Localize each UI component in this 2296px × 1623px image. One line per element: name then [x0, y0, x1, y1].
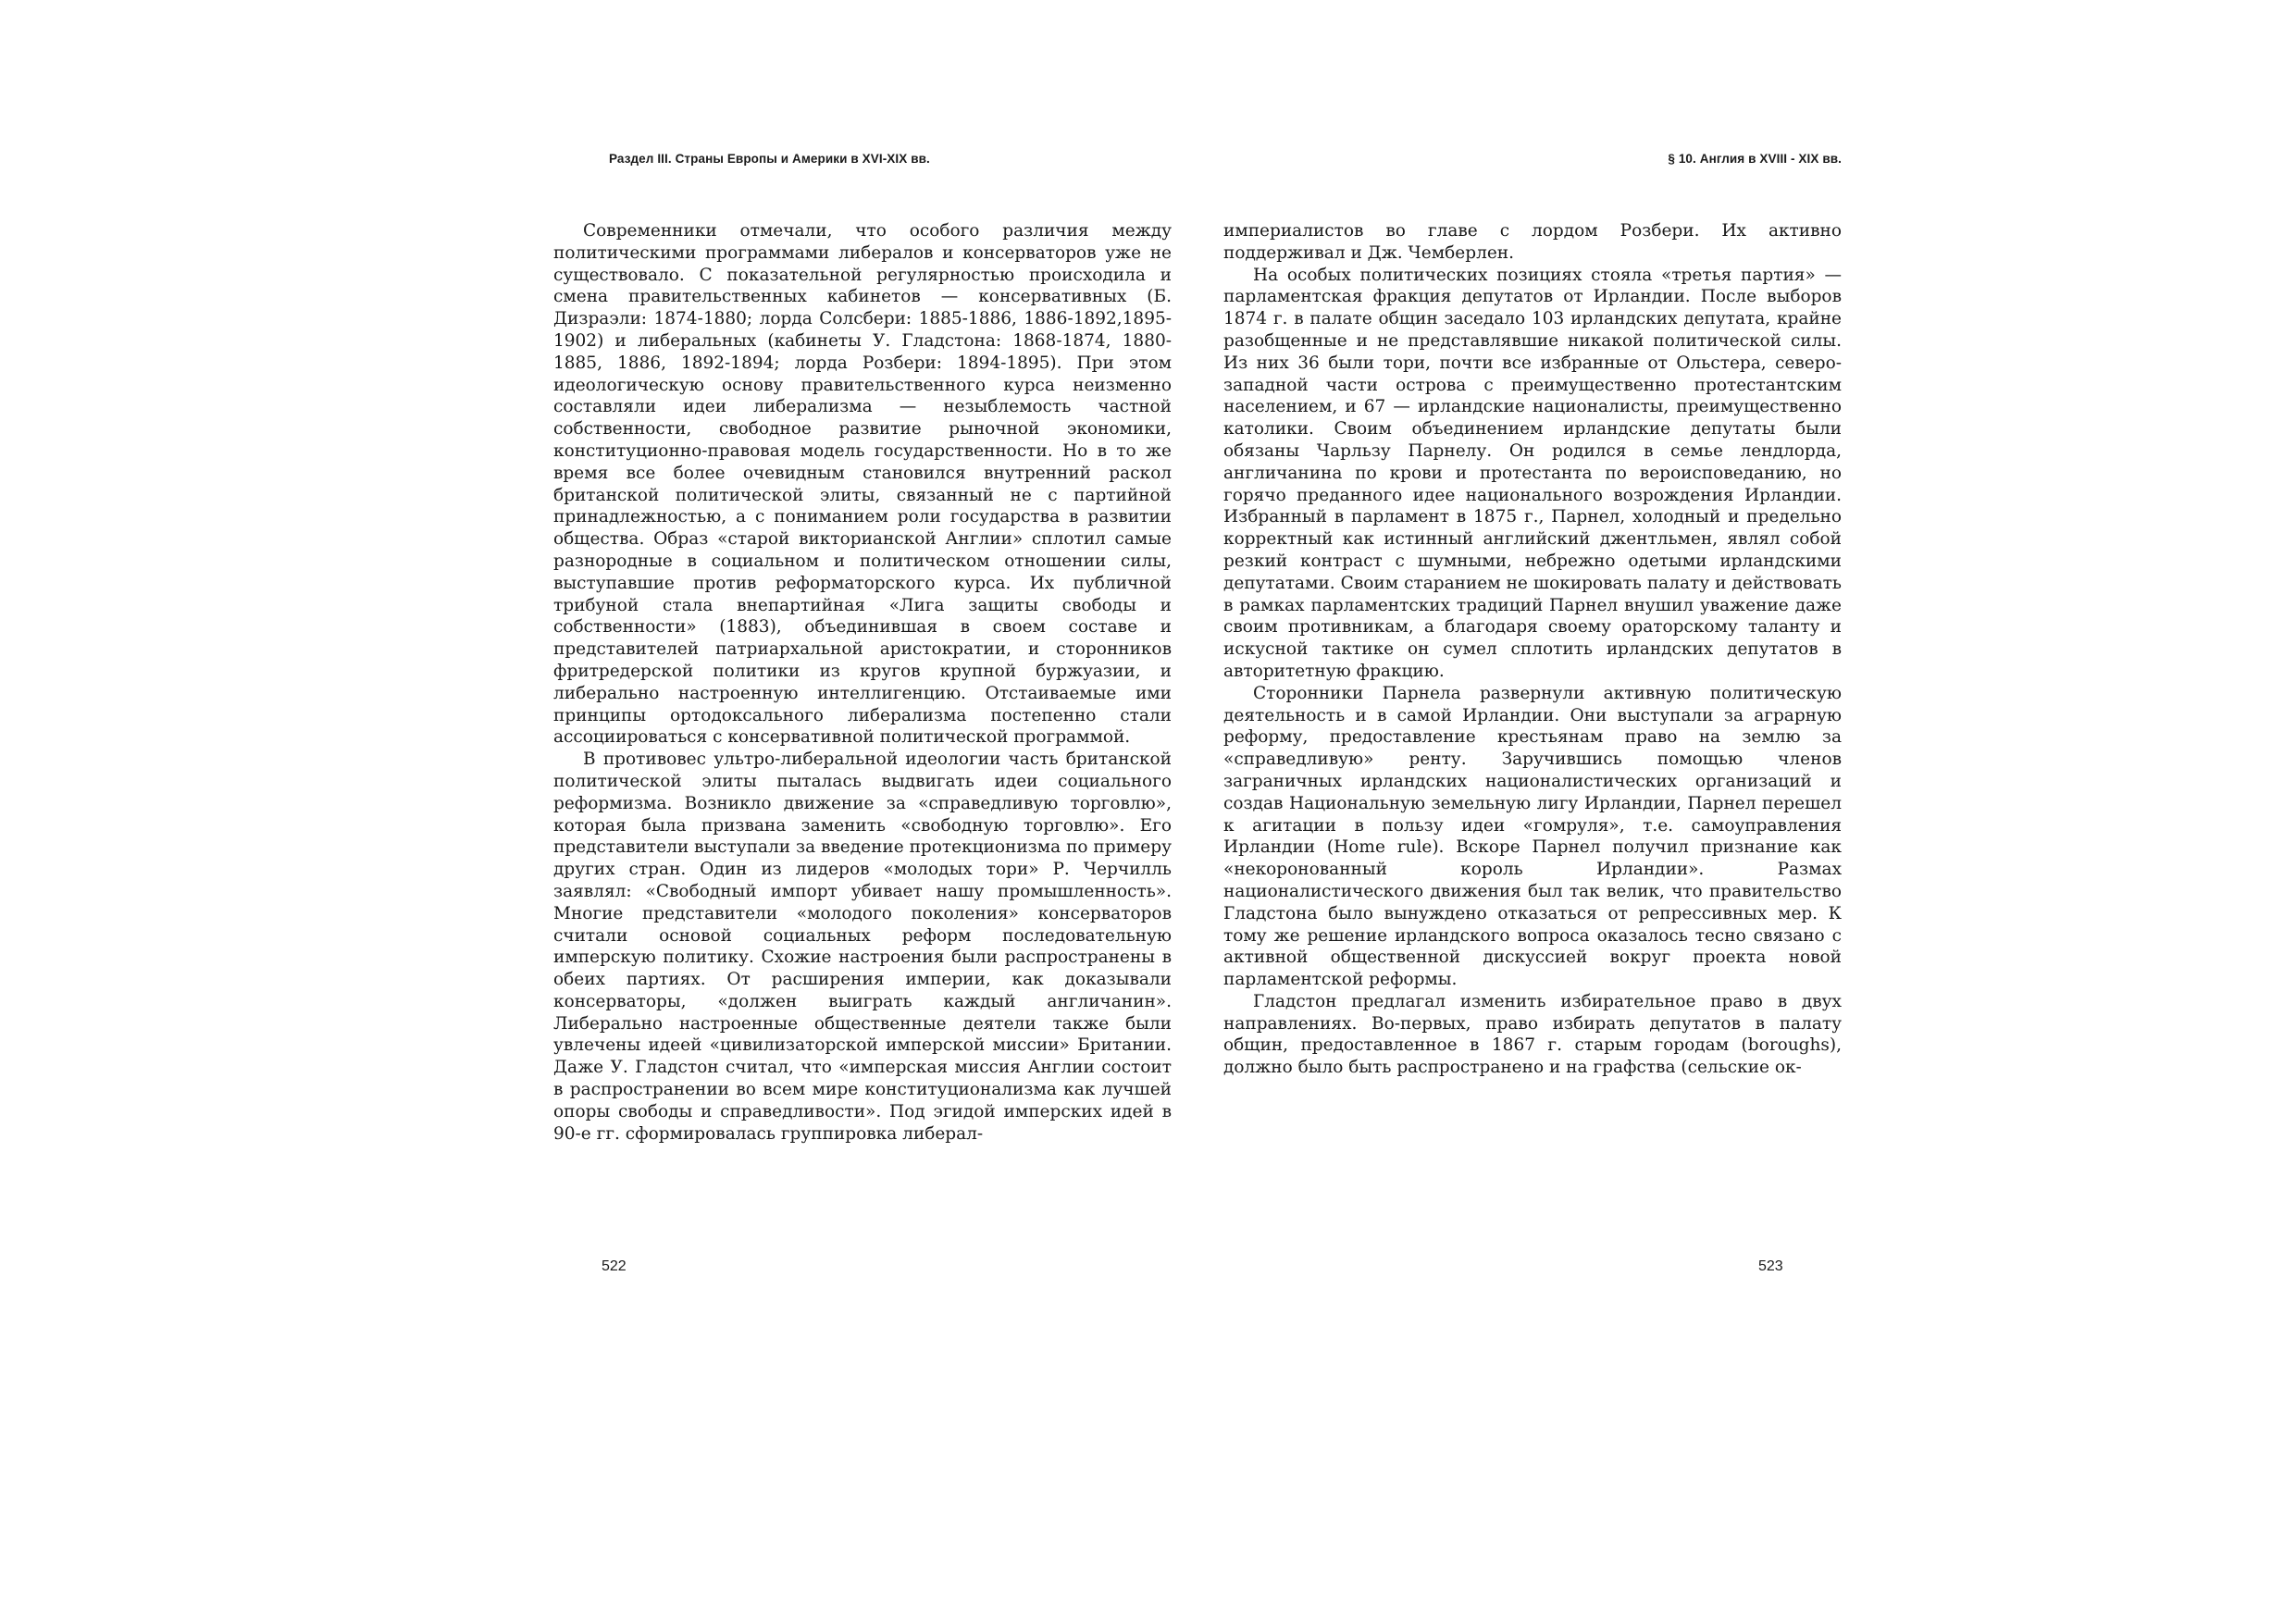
left-page	[553, 0, 1172, 1623]
page-number-left: 522	[602, 1258, 627, 1274]
page-number-right: 523	[1758, 1258, 1783, 1274]
running-head-left: Раздел III. Страны Европы и Америки в XVI-XIX вв.	[609, 152, 930, 166]
paragraph: Гладстон предлагал изменить избирательное право в двух направлениях. Во-первых, право избирать депутатов в палату общин, предоставленное в 1867 г. старым городам (boroughs), должно было быть распространено и на графства (сельские ок-	[1223, 991, 1842, 1078]
running-head-right: § 10. Англия в XVIII - XIX вв.	[1668, 152, 1842, 166]
left-page-body	[553, 220, 1172, 1145]
paragraph: В противовес ультро-либеральной идеологии часть британской политической элиты пыталась выдвигать идеи социального реформизма. Возникло движение за «справедливую торговлю», которая была призвана заменить «свободную торговлю». Его представители выступали за введение протекционизма по примеру других стран. Один из лидеров «молодых тори» Р. Черчилль заявлял: «Свободный импорт убивает нашу промышленность». Многие представители «молодого поколения» консерваторов считали основой социальных реформ последовательную имперскую политику. Схожие настроения были распространены в обеих партиях. От расширения империи, как доказывали консерваторы, «должен выиграть каждый англичанин». Либерально настроенные общественные деятели также были увлечены идеей «цивилизаторской имперской миссии» Британии. Даже У. Гладстон считал, что «имперская миссия Англии состоит в распространении во всем мире конституционализма как лучшей опоры свободы и справедливости». Под эгидой имперских идей в 90-е гг. сформировалась группировка либерал-	[553, 750, 1172, 1144]
paragraph-continued: империалистов во главе с лордом Розбери. Их активно поддерживал и Дж. Чемберлен.	[1223, 221, 1842, 263]
right-page-body	[1223, 220, 1842, 1079]
paragraph: На особых политических позициях стояла «третья партия» — парламентская фракция депутатов от Ирландии. После выборов 1874 г. в палате общин заседало 103 ирландских депутата, крайне разобщенные и не представлявшие никакой политической силы. Из них 36 были тори, почти все избранные от Ольстера, северо-западной части острова с преимущественно протестантским населением, и 67 — ирландские националисты, преимущественно католики. Своим объединением ирландские депутаты были обязаны Чарльзу Парнелу. Он родился в семье лендлорда, англичанина по крови и протестанта по вероисповеданию, но горячо преданного идее национального возрождения Ирландии. Избранный в парламент в 1875 г., Парнел, холодный и предельно корректный как истинный английский джентльмен, являл собой резкий контраст с шумными, небрежно одетыми ирландскими депутатами. Своим старанием не шокировать палату и действовать в рамках парламентских традиций Парнел внушил уважение даже своим противникам, а благодаря своему ораторскому таланту и искусной тактике он сумел сплотить ирландских депутатов в авторитетную фракцию.	[1223, 265, 1842, 681]
paragraph: Сторонники Парнела развернули активную политическую деятельность и в самой Ирландии. Они выступали за аграрную реформу, предоставление крестьянам право на землю за «справедливую» ренту. Заручившись помощью членов заграничных ирландских националистических организаций и создав Национальную земельную лигу Ирландии, Парнел перешел к агитации в пользу идеи «гомруля», т.е. самоуправления Ирландии (Home rule). Вскоре Парнел получил признание как «некоронованный король Ирландии». Размах националистического движения был так велик, что правительство Гладстона было вынуждено отказаться от репрессивных мер. К тому же решение ирландского вопроса оказалось тесно связано с активной общественной дискуссией вокруг проекта новой парламентской реформы.	[1223, 683, 1842, 990]
right-page	[1223, 0, 1842, 1623]
paragraph: Современники отмечали, что особого различия между политическими программами либералов и консерваторов уже не существовало. С показательной регулярностью происходила и смена правительственных кабинетов — консервативных (Б. Дизраэли: 1874-1880; лорда Солсбери: 1885-1886, 1886-1892,1895-1902) и либеральных (кабинеты У. Гладстона: 1868-1874, 1880-1885, 1886, 1892-1894; лорда Розбери: 1894-1895). При этом идеологическую основу правительственного курса неизменно составляли идеи либерализма — незыблемость частной собственности, свободное развитие рыночной экономики, конституционно-правовая модель государственности. Но в то же время все более очевидным становился внутренний раскол британской политической элиты, связанный не с партийной принадлежностью, а с пониманием роли государства в развитии общества. Образ «старой викторианской Англии» сплотил самые разнородные в социальном и политическом отношении силы, выступавшие против реформаторского курса. Их публичной трибуной стала внепартийная «Лига защиты свободы и собственности» (1883), объединившая в своем составе и представителей патриархальной аристократии, и сторонников фритредерской политики из кругов крупной буржуазии, и либерально настроенную интеллигенцию. Отстаиваемые ими принципы ортодоксального либерализма постепенно стали ассоциироваться с консервативной политической программой.	[553, 221, 1172, 748]
